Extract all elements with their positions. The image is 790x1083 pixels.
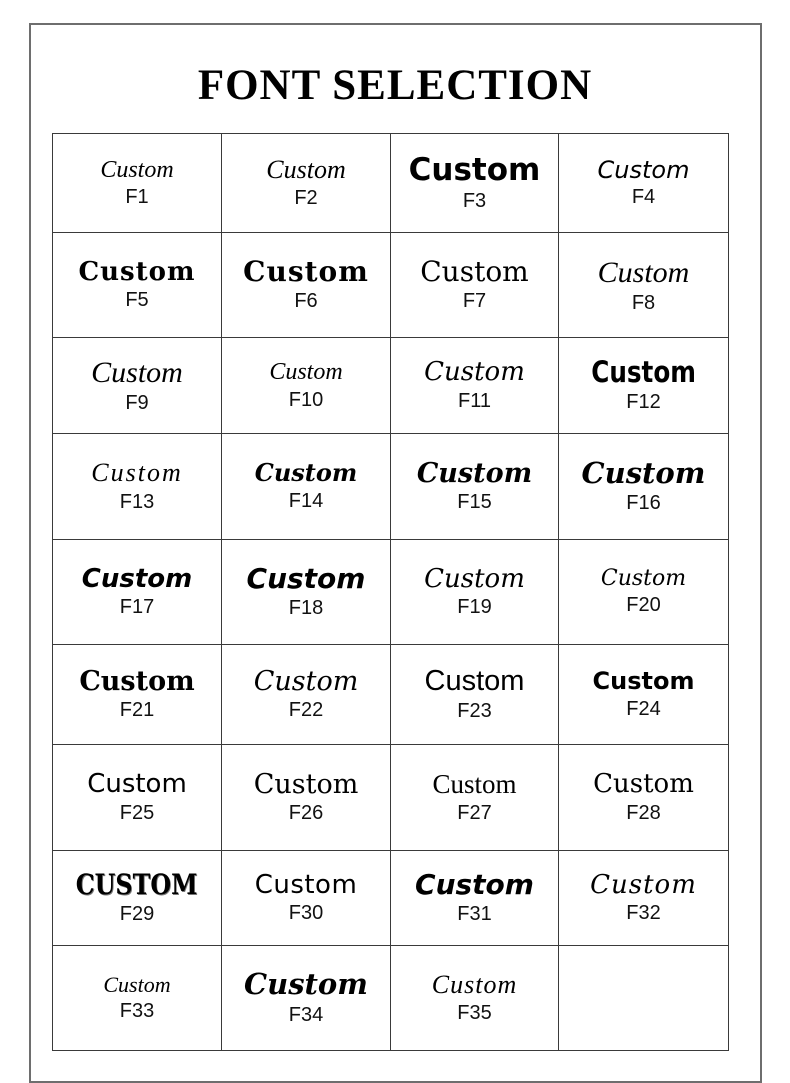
font-code: F22 xyxy=(288,699,324,722)
font-code: F19 xyxy=(457,596,492,619)
font-sample: Custom xyxy=(591,354,696,389)
font-option-f4[interactable] xyxy=(559,134,729,233)
font-sample: Custom xyxy=(415,867,534,901)
font-sample: Custom xyxy=(590,869,697,900)
font-option-f16[interactable] xyxy=(559,434,729,540)
font-grid xyxy=(52,133,729,1051)
font-code: F15 xyxy=(457,491,492,514)
font-sample: Custom xyxy=(246,561,366,595)
font-option-f2[interactable] xyxy=(222,134,391,233)
font-sample: Custom xyxy=(253,665,359,697)
font-code: F35 xyxy=(457,1002,492,1025)
font-sample: Custom xyxy=(592,667,695,696)
font-option-f20[interactable] xyxy=(559,540,729,645)
font-sample: Custom xyxy=(254,869,358,900)
font-code: F1 xyxy=(125,186,149,209)
font-sample: Custom xyxy=(266,154,346,184)
font-code: F8 xyxy=(631,291,656,314)
font-sample: Custom xyxy=(100,156,174,183)
font-sample: Custom xyxy=(253,768,359,800)
font-sample: Custom xyxy=(91,458,183,488)
font-sample: Custom xyxy=(269,359,343,386)
font-sample: Custom xyxy=(424,664,525,697)
font-option-f25[interactable] xyxy=(53,745,222,851)
font-option-f33[interactable] xyxy=(53,946,222,1051)
font-option-f29[interactable] xyxy=(53,851,222,946)
font-sample: Custom xyxy=(420,254,529,288)
font-code: F16 xyxy=(626,492,661,515)
font-code: F2 xyxy=(294,187,318,210)
font-sample: Custom xyxy=(416,457,533,489)
font-code: F31 xyxy=(457,903,492,926)
font-code: F24 xyxy=(626,697,661,720)
font-option-f1[interactable] xyxy=(53,134,222,233)
font-option-f27[interactable] xyxy=(391,745,559,851)
font-option-f35[interactable] xyxy=(391,946,559,1051)
font-code: F34 xyxy=(288,1003,324,1026)
font-sample: Custom xyxy=(600,565,687,591)
font-sample: Custom xyxy=(78,256,196,287)
font-option-f31[interactable] xyxy=(391,851,559,946)
font-code: F10 xyxy=(288,388,324,411)
font-sample: Custom xyxy=(244,967,368,1002)
font-sample: Custom xyxy=(254,458,358,488)
font-option-f15[interactable] xyxy=(391,434,559,540)
font-sample: Custom xyxy=(581,455,706,490)
font-code: F9 xyxy=(125,392,149,414)
font-option-f10[interactable] xyxy=(222,338,391,434)
font-option-f21[interactable] xyxy=(53,645,222,745)
font-code: F21 xyxy=(119,699,155,722)
font-option-f6[interactable] xyxy=(222,233,391,338)
font-option-f12[interactable] xyxy=(559,338,729,434)
font-code: F14 xyxy=(288,489,324,512)
font-sample: Custom xyxy=(79,665,195,697)
font-code: F13 xyxy=(119,490,155,513)
font-option-f3[interactable] xyxy=(391,134,559,233)
font-option-f30[interactable] xyxy=(222,851,391,946)
font-option-f34[interactable] xyxy=(222,946,391,1051)
font-code: F30 xyxy=(288,902,324,925)
font-code: F7 xyxy=(462,290,487,313)
font-option-f24[interactable] xyxy=(559,645,729,745)
font-sample: Custom xyxy=(243,254,369,288)
font-sample: Custom xyxy=(597,155,690,184)
font-option-f17[interactable] xyxy=(53,540,222,645)
font-sample: CUSTOM xyxy=(76,867,198,901)
font-sample: Custom xyxy=(87,769,187,800)
font-code: F4 xyxy=(631,186,656,209)
font-sample: Custom xyxy=(597,255,690,289)
font-code: F12 xyxy=(626,391,661,414)
font-code: F27 xyxy=(457,802,492,825)
font-code: F23 xyxy=(457,700,492,723)
empty-cell xyxy=(559,946,729,1051)
font-sample: Custom xyxy=(424,563,525,594)
font-option-f14[interactable] xyxy=(222,434,391,540)
font-code: F26 xyxy=(288,802,324,825)
font-sample: Custom xyxy=(81,563,193,594)
font-option-f22[interactable] xyxy=(222,645,391,745)
page-title: FONT SELECTION xyxy=(197,62,593,109)
font-code: F11 xyxy=(458,389,491,412)
font-option-f19[interactable] xyxy=(391,540,559,645)
font-sample: Custom xyxy=(91,356,183,389)
font-option-f26[interactable] xyxy=(222,745,391,851)
font-option-f32[interactable] xyxy=(559,851,729,946)
font-code: F29 xyxy=(119,903,155,926)
font-sample: Custom xyxy=(103,971,171,997)
font-sample: Custom xyxy=(431,969,518,999)
font-option-f18[interactable] xyxy=(222,540,391,645)
font-code: F32 xyxy=(626,902,661,925)
font-sample: Custom xyxy=(593,769,694,800)
font-code: F3 xyxy=(462,190,487,213)
font-option-f5[interactable] xyxy=(53,233,222,338)
font-code: F17 xyxy=(119,596,155,619)
font-sample: Custom xyxy=(432,768,517,799)
font-option-f28[interactable] xyxy=(559,745,729,851)
font-option-f7[interactable] xyxy=(391,233,559,338)
font-code: F18 xyxy=(288,597,324,620)
font-option-f11[interactable] xyxy=(391,338,559,434)
font-code: F33 xyxy=(119,1000,155,1023)
font-option-f23[interactable] xyxy=(391,645,559,745)
font-code: F28 xyxy=(626,801,661,824)
font-sample: Custom xyxy=(424,357,525,388)
font-code: F25 xyxy=(119,801,155,824)
font-option-f13[interactable] xyxy=(53,434,222,540)
font-code: F5 xyxy=(125,289,149,312)
font-code: F20 xyxy=(626,594,661,617)
font-option-f9[interactable] xyxy=(53,338,222,434)
font-sample: Custom xyxy=(408,151,541,188)
font-code: F6 xyxy=(294,290,318,313)
font-option-f8[interactable] xyxy=(559,233,729,338)
